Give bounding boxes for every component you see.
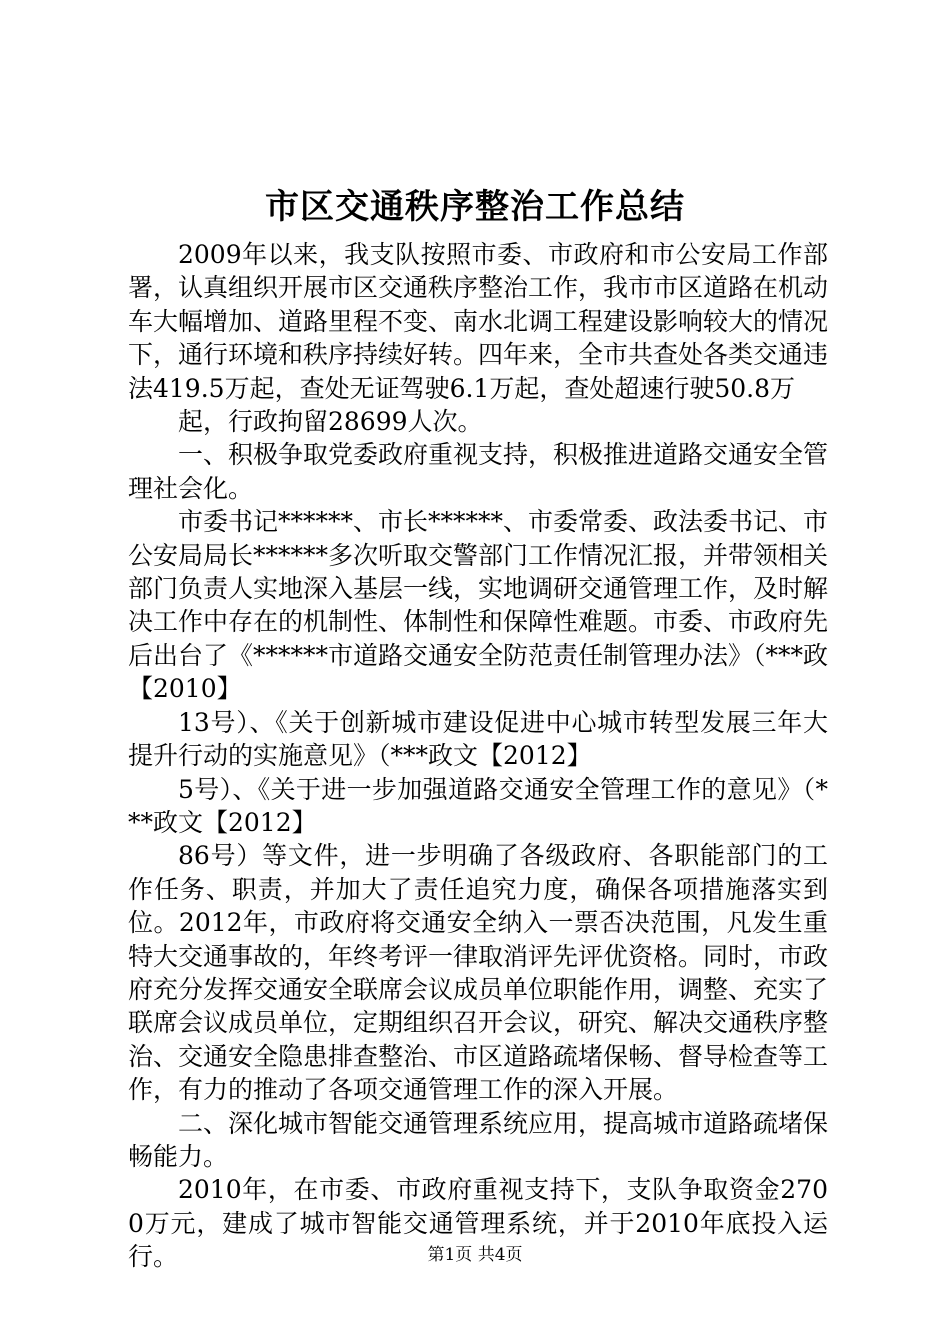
paragraph: 2009年以来，我支队按照市委、市政府和市公安局工作部署，认真组织开展市区交通秩序整治工作，我市市区道路在机动车大幅增加、道路里程不变、南水北调工程建设影响较大的情况下，通行环境和秩序持续好转。四年来，全市共查处各类交通违法419.5万起，查处无证驾驶6.1万起，查处超速行驶50.8万 xyxy=(128,240,829,403)
page-number-footer: 第1页 共4页 xyxy=(427,1245,523,1265)
paragraph: 市委书记******、市长******、市委常委、政法委书记、市公安局局长******多次听取交警部门工作情况汇报，并带领相关部门负责人实地深入基层一线，实地调研交通管理工作，及时解决工作中存在的机制性、体制性和保障性难题。市委、市政府先后出台了《******市道路交通安全防范责任制管理办法》（***政【2010】 xyxy=(128,507,829,704)
paragraph: 起，行政拘留28699人次。 xyxy=(178,407,483,437)
paragraph: 5号）、《关于进一步加强道路交通安全管理工作的意见》（***政文【2012】 xyxy=(128,774,828,837)
document-title: 市区交通秩序整治工作总结 xyxy=(265,187,685,227)
paragraph: 2010年，在市委、市政府重视支持下，支队争取资金2700万元，建成了城市智能交通管理系统，并于2010年底投入运行。 xyxy=(128,1175,828,1272)
paragraph: 13号）、《关于创新城市建设促进中心城市转型发展三年大提升行动的实施意见》（***政文【2012】 xyxy=(128,707,828,771)
document-body xyxy=(128,238,828,1274)
paragraph: 86号）等文件，进一步明确了各级政府、各职能部门的工作任务、职责，并加大了责任追究力度，确保各项措施落实到位。2012年，市政府将交通安全纳入一票否决范围，凡发生重特大交通事故的，年终考评一律取消评先评优资格。同时，市政府充分发挥交通安全联席会议成员单位职能作用，调整、充实了联席会议成员单位，定期组织召开会议，研究、解决交通秩序整治、交通安全隐患排查整治、市区道路疏堵保畅、督导检查等工作，有力的推动了各项交通管理工作的深入开展。 xyxy=(128,841,829,1105)
section-heading: 一、积极争取党委政府重视支持，积极推进道路交通安全管理社会化。 xyxy=(128,440,829,503)
section-heading: 二、深化城市智能交通管理系统应用，提高城市道路疏堵保畅能力。 xyxy=(128,1108,829,1171)
